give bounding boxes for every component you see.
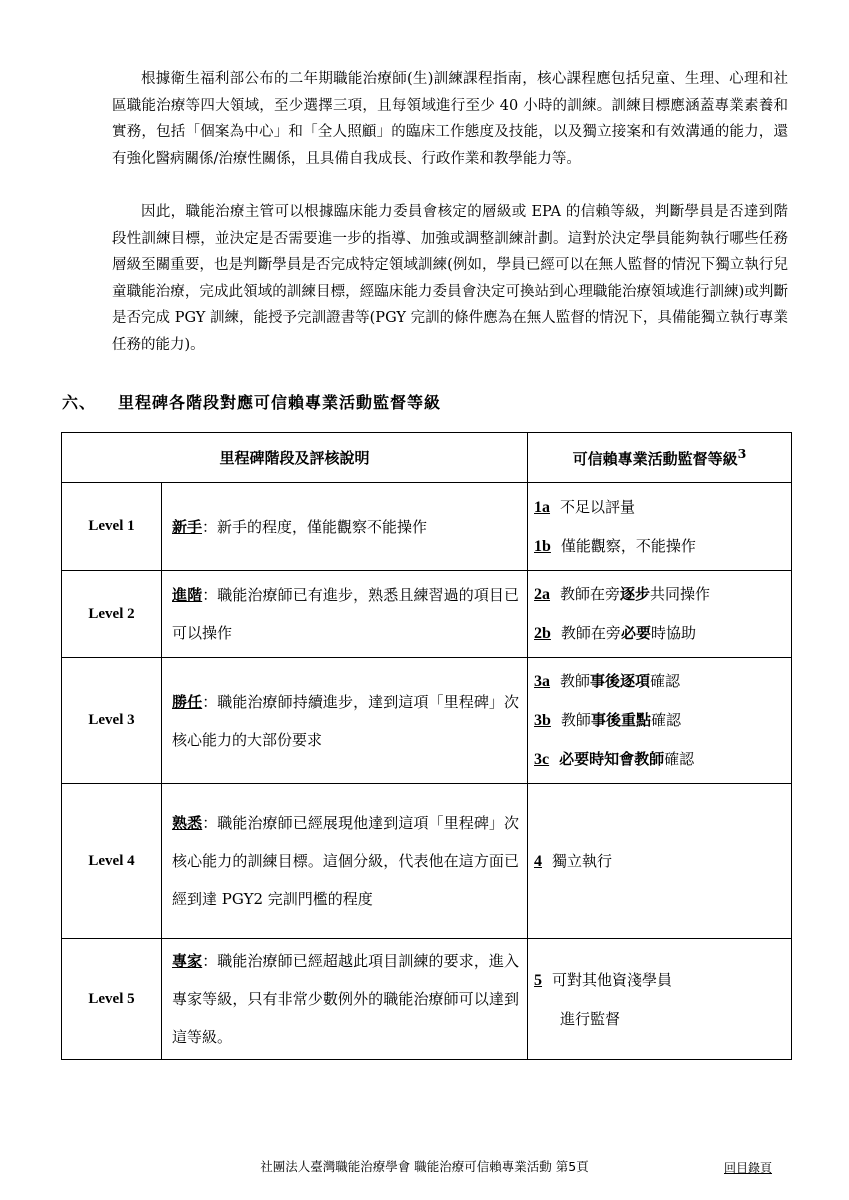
level-description (162, 939, 528, 1060)
level-description-text: ：職能治療師已有進步，熟悉且練習過的項目已可以操作 (172, 586, 519, 642)
supervision-text: 確認 (664, 750, 695, 768)
supervision-item (534, 740, 785, 779)
supervision-text: 逐步 (620, 585, 651, 603)
supervision-text: 教師 (560, 711, 591, 729)
section-number: 六、 (62, 393, 97, 412)
table-row (62, 784, 792, 939)
header-milestone-stage: 里程碑階段及評核說明 (62, 433, 528, 483)
page-footer: 社團法人臺灣職能治療學會 職能治療可信賴專業活動 第5頁 (260, 1159, 589, 1174)
level-term: 熟悉 (172, 814, 203, 832)
supervision-cell (528, 658, 792, 784)
intro-paragraph-2: 因此，職能治療主管可以根據臨床能力委員會核定的層級或 EPA 的信賴等級，判斷學員是否達到階段性訓練目標，並決定是否需要進一步的指導、加強或調整訓練計劃。這對於決定學員能夠執行哪些任務層級至關重要，也是判斷學員是否完成特定領域訓練(例如，學員已經可以在無人監督的情況下獨立執行兒童職能治療，完成此領域的訓練目標，經臨床能力委員會決定可換站到心理職能治療領域進行訓練)或判斷是否完成 PGY 訓練，能授予完訓證書等(PGY 完訓的條件應為在無人監督的情況下，具備能獨立執行專業任務的能力)。 (112, 204, 788, 353)
supervision-code: 1a (534, 498, 551, 516)
level-term: 勝任 (172, 692, 203, 711)
level-term: 專家 (172, 952, 203, 970)
table-row (62, 939, 792, 1060)
level-description-text: ：職能治療師持續進步，達到這項「里程碑」次核心能力的大部份要求 (172, 692, 519, 749)
section-heading (62, 390, 441, 413)
supervision-item (534, 575, 785, 614)
level-description (162, 658, 528, 784)
supervision-text: 確認 (650, 711, 681, 729)
level-term: 進階 (172, 586, 203, 604)
supervision-code: 3b (534, 712, 551, 729)
supervision-text: 教師 (560, 672, 591, 690)
supervision-text: 必要 (620, 624, 651, 642)
supervision-code: 4 (534, 852, 543, 870)
level-description (162, 571, 528, 658)
level-label: Level 2 (62, 571, 162, 658)
supervision-cell (528, 939, 792, 1060)
level-label: Level 5 (62, 939, 162, 1060)
level-label: Level 1 (62, 483, 162, 571)
supervision-text: 可對其他資淺學員 (552, 970, 673, 989)
level-description-text: ：新手的程度，僅能觀察不能操作 (202, 517, 428, 536)
milestone-supervision-table (61, 432, 792, 1060)
intro-paragraph-1: 根據衛生福利部公布的二年期職能治療師(生)訓練課程指南，核心課程應包括兒童、生理、心理和社區職能治療等四大領域，至少選擇三項，且每領域進行至少 40 小時的訓練。訓練目標應涵蓋專業素養和實務，包括「個案為中心」和「全人照顧」的臨床工作態度及技能，以及獨立接案和有效溝通的能力，還有強化醫病關係/治療性關係，且具備自我成長、行政作業和教學能力等。 (112, 71, 788, 167)
level-description (162, 483, 528, 571)
supervision-text: 事後重點 (590, 711, 651, 729)
supervision-item (534, 614, 785, 653)
table-header-row (62, 433, 792, 483)
supervision-text: 事後逐項 (590, 672, 651, 690)
supervision-text: 教師在旁 (560, 585, 621, 603)
supervision-text: 確認 (650, 672, 681, 690)
supervision-text: 獨立執行 (552, 851, 613, 870)
supervision-code: 2a (534, 586, 551, 603)
header-supervision-level: 可信賴專業活動監督等級$^3$ (528, 433, 792, 483)
back-to-toc-link[interactable]: 回目錄頁 (724, 1161, 773, 1175)
table-row (62, 571, 792, 658)
supervision-text: 教師在旁 (560, 624, 621, 642)
level-term: 新手 (172, 517, 203, 536)
supervision-cell (528, 571, 792, 658)
supervision-code: 5 (534, 971, 543, 989)
supervision-code: 3c (534, 751, 550, 768)
level-description (162, 784, 528, 939)
supervision-code: 2b (534, 625, 551, 642)
supervision-text: 不足以評量 (560, 497, 636, 516)
supervision-item (534, 662, 785, 701)
supervision-code: 1b (534, 537, 551, 555)
supervision-item (534, 701, 785, 740)
level-label: Level 3 (62, 658, 162, 784)
supervision-cell (528, 784, 792, 939)
footnote-marker: 3 (737, 446, 747, 461)
supervision-item (534, 488, 785, 527)
supervision-item (534, 961, 785, 1000)
supervision-text: 共同操作 (650, 585, 711, 603)
level-description-text: ：職能治療師已經超越此項目訓練的要求，進入專家等級，只有非常少數例外的職能治療師可以達到這等級。 (172, 952, 520, 1046)
supervision-text: 僅能觀察，不能操作 (560, 536, 696, 555)
level-label: Level 4 (62, 784, 162, 939)
supervision-code: 3a (534, 673, 551, 690)
level-description-text: ：職能治療師已經展現他達到這項「里程碑」次核心能力的訓練目標。這個分級，代表他在這方面已經到達 PGY2 完訓門檻的程度 (172, 814, 520, 908)
supervision-cell (528, 483, 792, 571)
supervision-item (534, 527, 785, 566)
supervision-item (534, 842, 785, 881)
supervision-continuation: 進行監督 (560, 1009, 621, 1028)
table-row (62, 658, 792, 784)
supervision-text: 時協助 (650, 624, 696, 642)
table-row (62, 483, 792, 571)
section-title: 里程碑各階段對應可信賴專業活動監督等級 (118, 393, 442, 412)
supervision-text: 必要時知會教師 (559, 750, 665, 768)
